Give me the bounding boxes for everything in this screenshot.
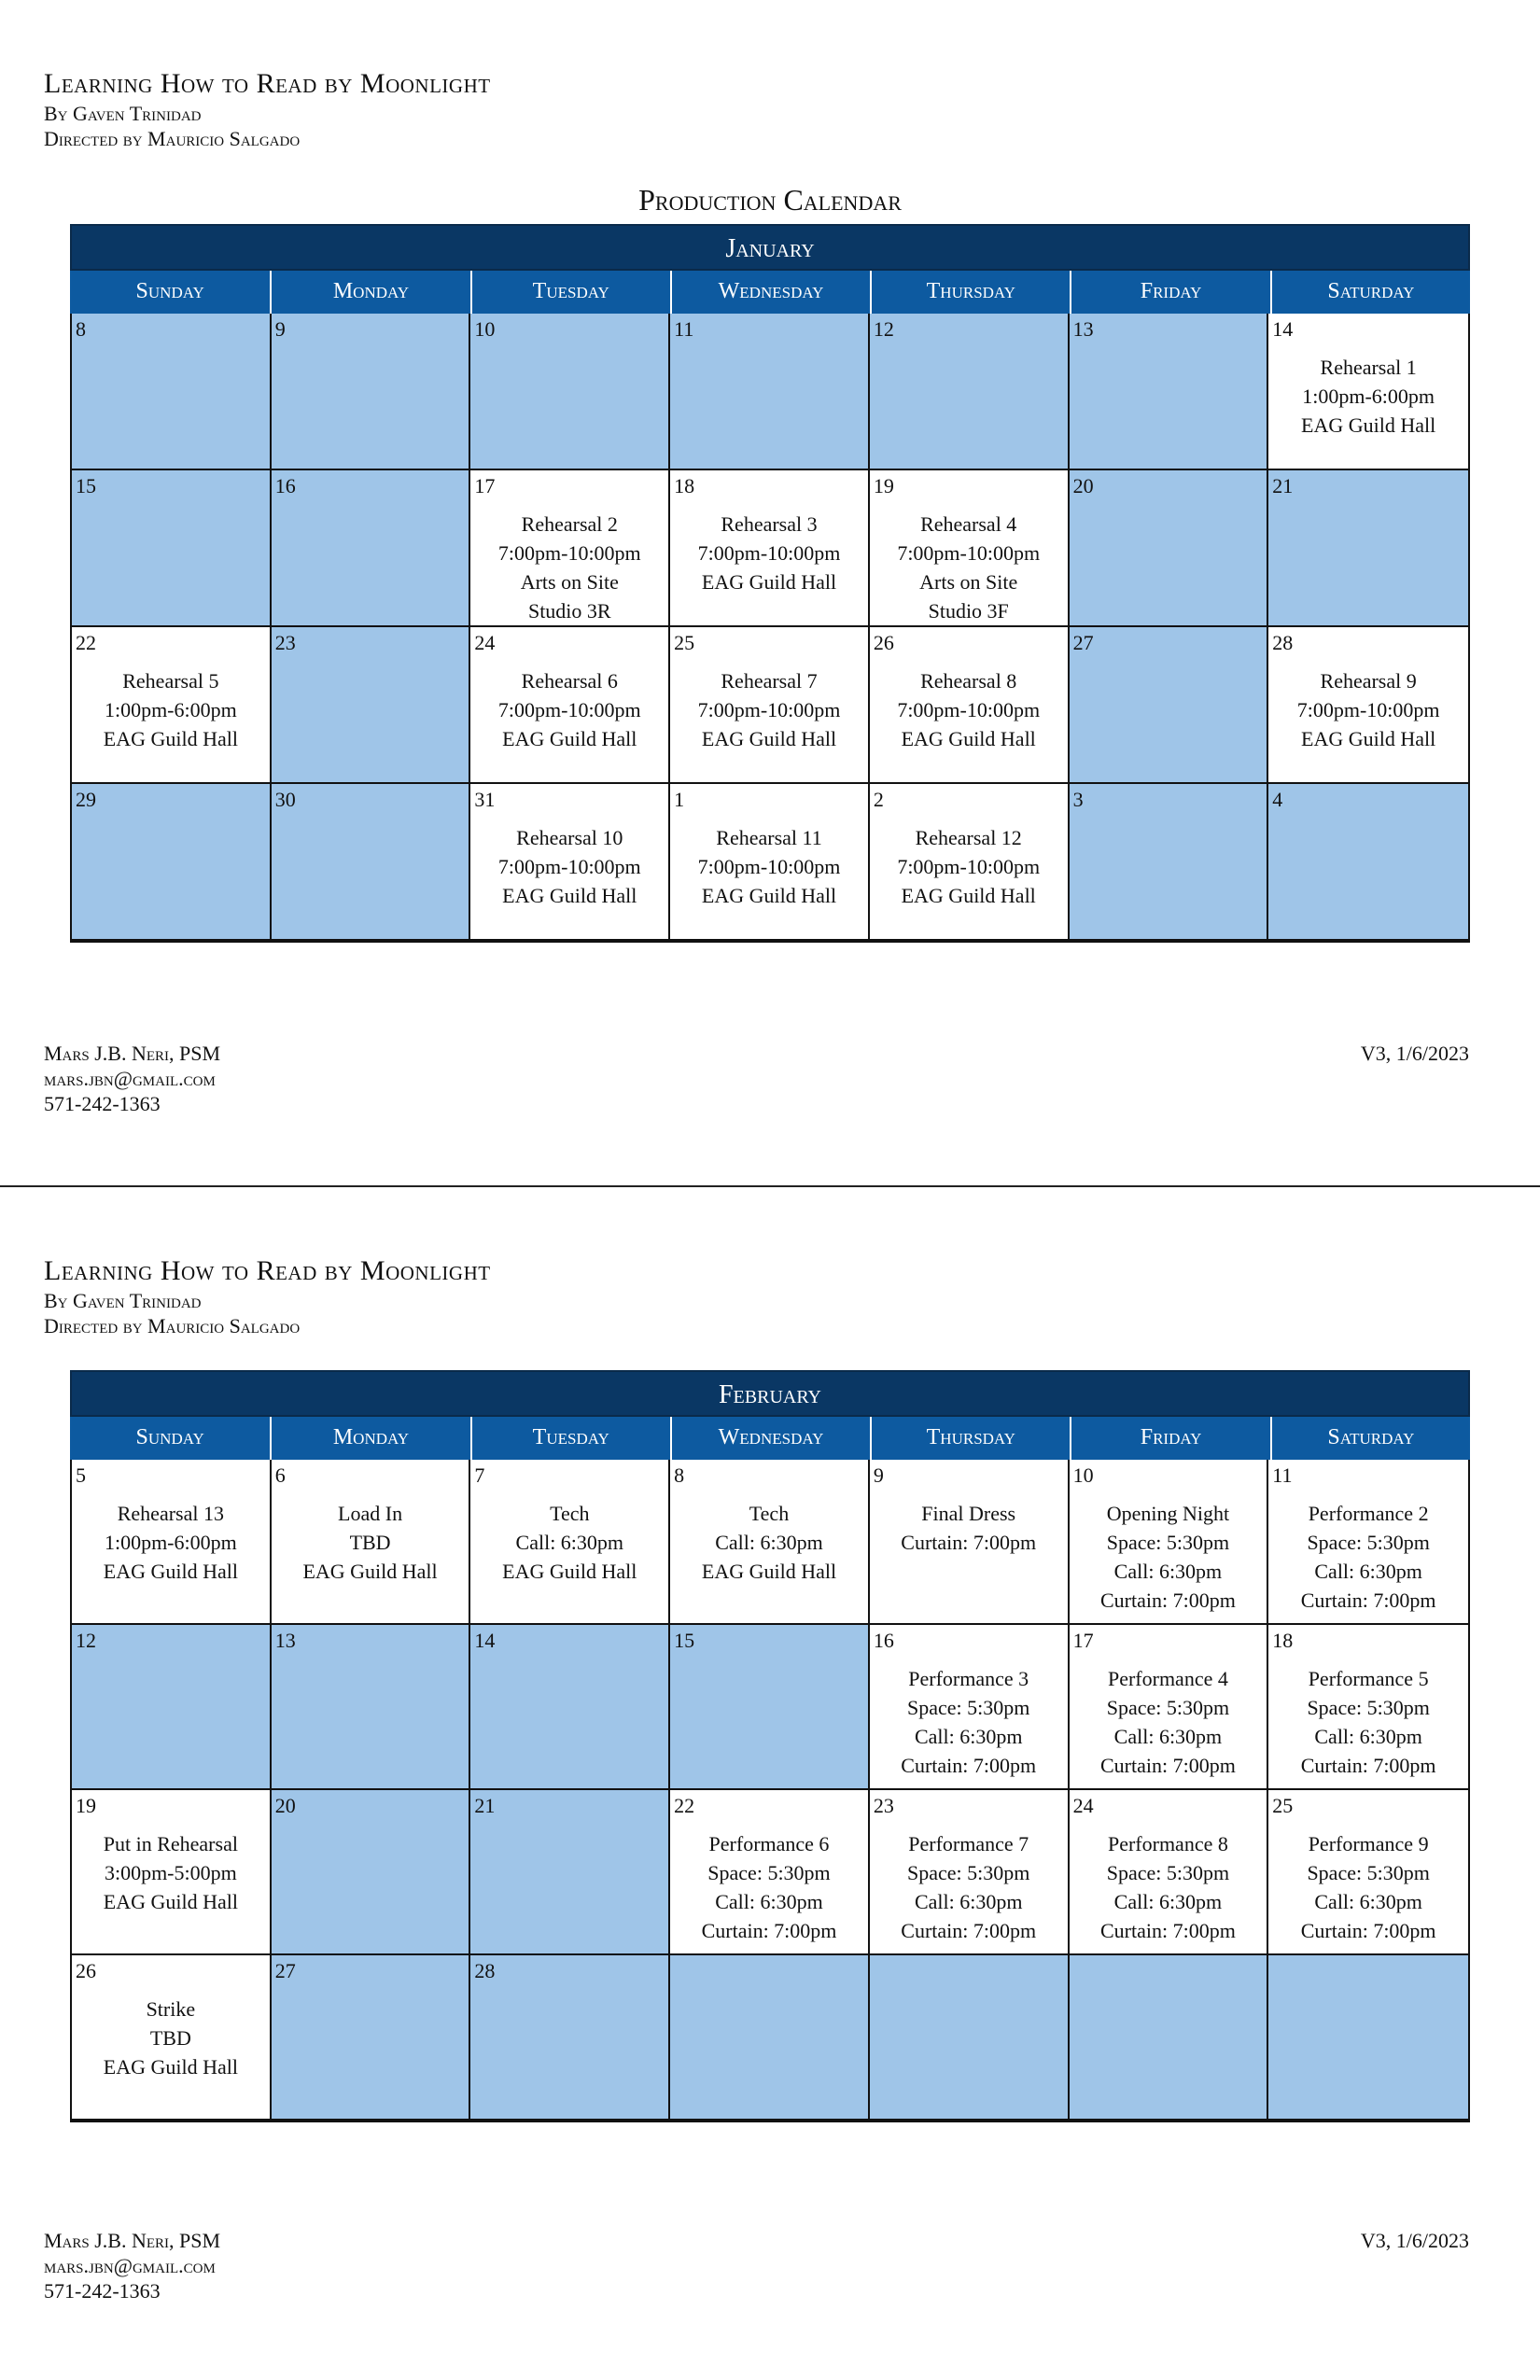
event-line: Curtain: 7:00pm (901, 1754, 1037, 1777)
day-number: 28 (474, 1959, 496, 1982)
event-line: EAG Guild Hall (701, 884, 837, 907)
day-number: 8 (76, 317, 86, 341)
day-cell (72, 627, 272, 784)
day-number: 20 (1072, 474, 1094, 497)
january-calendar (70, 224, 1470, 943)
event-line: Space: 5:30pm (1307, 1531, 1430, 1554)
event-line: 1:00pm-6:00pm (1302, 385, 1435, 408)
event-line: EAG Guild Hall (502, 1560, 637, 1583)
day-number: 17 (1072, 1629, 1094, 1652)
calendar-title: Production Calendar (638, 183, 902, 217)
event-line: Curtain: 7:00pm (1100, 1919, 1236, 1942)
event-line: Rehearsal 2 (521, 512, 618, 536)
event-line: Call: 6:30pm (1314, 1560, 1422, 1583)
event-line: Rehearsal 10 (516, 826, 623, 849)
event-line: Call: 6:30pm (1314, 1890, 1422, 1913)
day-cell (272, 1955, 471, 2121)
event-details (1070, 1499, 1267, 1615)
weekday-saturday: Saturday (1270, 1417, 1470, 1460)
day-cell (72, 314, 272, 470)
event-line: EAG Guild Hall (1301, 727, 1436, 750)
day-cell (272, 1790, 471, 1955)
day-cell (1268, 470, 1468, 627)
day-cell (1070, 1625, 1269, 1790)
event-line: Rehearsal 12 (915, 826, 1022, 849)
day-cell (272, 1460, 471, 1625)
footer-contact (44, 2228, 220, 2303)
event-line: Rehearsal 1 (1320, 356, 1417, 379)
day-number: 19 (76, 1794, 96, 1817)
footer-email: mars.jbn@gmail.com (44, 2254, 216, 2277)
event-line: Rehearsal 3 (721, 512, 818, 536)
day-cell (870, 1790, 1070, 1955)
weekday-tuesday: Tuesday (470, 1417, 670, 1460)
weekday-header-row (70, 271, 1470, 314)
day-number: 12 (873, 317, 894, 341)
show-title: Learning How to Read by Moonlight (44, 1255, 491, 1286)
day-number: 1 (674, 788, 685, 811)
day-grid (70, 1460, 1470, 2122)
event-line: Performance 7 (908, 1832, 1029, 1855)
event-line: Studio 3R (527, 599, 611, 623)
event-details (870, 823, 1068, 910)
day-cell (470, 1460, 670, 1625)
event-line: EAG Guild Hall (103, 1560, 238, 1583)
event-line: Performance 9 (1308, 1832, 1429, 1855)
day-number: 23 (873, 1794, 894, 1817)
day-cell (870, 1955, 1070, 2121)
day-number: 20 (274, 1794, 296, 1817)
footer-contact (44, 1041, 220, 1116)
event-line: Performance 3 (908, 1667, 1029, 1690)
day-cell (1268, 1625, 1468, 1790)
event-line: Call: 6:30pm (914, 1890, 1023, 1913)
event-line: 7:00pm-10:00pm (497, 698, 641, 721)
event-line: Rehearsal 11 (716, 826, 822, 849)
event-line: 1:00pm-6:00pm (104, 698, 237, 721)
day-number: 25 (1272, 1794, 1294, 1817)
event-line: EAG Guild Hall (502, 727, 637, 750)
event-line: Studio 3F (928, 599, 1009, 623)
day-number: 7 (474, 1463, 485, 1487)
day-number: 14 (1272, 317, 1294, 341)
day-cell (1268, 1790, 1468, 1955)
day-number: 18 (1272, 1629, 1294, 1652)
page-february (0, 1187, 1540, 2373)
event-line: Call: 6:30pm (715, 1531, 823, 1554)
day-cell (470, 470, 670, 627)
event-line: Strike (146, 1997, 196, 2021)
day-cell (272, 314, 471, 470)
show-title: Learning How to Read by Moonlight (44, 68, 491, 99)
day-cell (470, 314, 670, 470)
event-details (670, 1829, 868, 1945)
day-cell (670, 1625, 870, 1790)
day-cell (1268, 1955, 1468, 2121)
event-line: 7:00pm-10:00pm (697, 541, 841, 565)
event-line: 7:00pm-10:00pm (897, 855, 1041, 878)
event-line: EAG Guild Hall (701, 727, 837, 750)
weekday-friday: Friday (1070, 1417, 1269, 1460)
event-line: TBD (149, 2026, 191, 2050)
day-number: 2 (873, 788, 884, 811)
event-line: Performance 2 (1308, 1502, 1429, 1525)
day-number: 21 (474, 1794, 496, 1817)
event-details (670, 1499, 868, 1586)
february-calendar (70, 1370, 1470, 2122)
event-details (470, 823, 668, 910)
event-line: Space: 5:30pm (907, 1696, 1030, 1719)
event-line: EAG Guild Hall (901, 884, 1036, 907)
event-line: Tech (550, 1502, 590, 1525)
event-details (1268, 353, 1468, 440)
event-details (72, 1829, 270, 1916)
day-number: 12 (76, 1629, 96, 1652)
event-details (870, 1829, 1068, 1945)
event-details (870, 510, 1068, 625)
day-cell (72, 1955, 272, 2121)
day-cell (1070, 627, 1269, 784)
event-line: Arts on Site (919, 570, 1018, 594)
day-cell (72, 1625, 272, 1790)
event-line: Performance 5 (1308, 1667, 1429, 1690)
author-line: By Gaven Trinidad (44, 102, 202, 125)
page-header (44, 1254, 491, 1338)
event-details (670, 510, 868, 596)
event-line: Call: 6:30pm (1113, 1725, 1223, 1748)
event-details (670, 823, 868, 910)
event-line: EAG Guild Hall (701, 1560, 837, 1583)
event-line: TBD (349, 1531, 391, 1554)
day-number: 4 (1272, 788, 1283, 811)
author-line: By Gaven Trinidad (44, 1289, 202, 1312)
day-number: 14 (474, 1629, 496, 1652)
event-details (1268, 1664, 1468, 1780)
day-number: 21 (1272, 474, 1294, 497)
day-cell (470, 784, 670, 941)
event-line: EAG Guild Hall (302, 1560, 438, 1583)
event-line: Curtain: 7:00pm (901, 1531, 1037, 1554)
day-cell (1268, 1460, 1468, 1625)
event-line: EAG Guild Hall (103, 727, 238, 750)
event-line: Space: 5:30pm (1106, 1861, 1230, 1884)
event-details (72, 1995, 270, 2081)
event-line: 1:00pm-6:00pm (104, 1531, 237, 1554)
event-details (1268, 1499, 1468, 1615)
day-number: 9 (274, 317, 286, 341)
day-cell (870, 1460, 1070, 1625)
day-cell (272, 1625, 471, 1790)
event-line: Curtain: 7:00pm (1300, 1589, 1436, 1612)
event-details (870, 666, 1068, 753)
event-line: Space: 5:30pm (1307, 1861, 1430, 1884)
day-cell (670, 314, 870, 470)
event-line: Performance 6 (708, 1832, 830, 1855)
day-number: 24 (1072, 1794, 1094, 1817)
event-line: 7:00pm-10:00pm (497, 855, 641, 878)
day-cell (1070, 314, 1269, 470)
day-cell (470, 1790, 670, 1955)
weekday-monday: Monday (270, 271, 469, 314)
event-details (470, 1499, 668, 1586)
event-line: 7:00pm-10:00pm (697, 698, 841, 721)
day-number: 8 (674, 1463, 685, 1487)
day-number: 31 (474, 788, 496, 811)
event-line: Space: 5:30pm (707, 1861, 831, 1884)
page-january (0, 0, 1540, 1185)
month-name: January (70, 224, 1470, 271)
event-details (1070, 1664, 1267, 1780)
event-details (470, 666, 668, 753)
event-line: Curtain: 7:00pm (1100, 1589, 1236, 1612)
day-cell (870, 627, 1070, 784)
day-number: 16 (873, 1629, 894, 1652)
day-cell (870, 470, 1070, 627)
day-cell (470, 1955, 670, 2121)
day-cell (670, 784, 870, 941)
footer-email: mars.jbn@gmail.com (44, 1067, 216, 1090)
event-line: 7:00pm-10:00pm (697, 855, 841, 878)
event-line: EAG Guild Hall (502, 884, 637, 907)
day-cell (1070, 1460, 1269, 1625)
day-number: 27 (1072, 631, 1094, 654)
weekday-wednesday: Wednesday (670, 1417, 870, 1460)
footer-version: V3, 1/6/2023 (1360, 1042, 1469, 1065)
event-line: Space: 5:30pm (907, 1861, 1030, 1884)
day-cell (72, 1790, 272, 1955)
day-number: 19 (873, 474, 894, 497)
event-line: Final Dress (921, 1502, 1016, 1525)
day-number: 18 (674, 474, 695, 497)
day-number: 27 (274, 1959, 296, 1982)
day-cell (272, 470, 471, 627)
event-line: Rehearsal 6 (521, 669, 618, 693)
event-line: Put in Rehearsal (103, 1832, 238, 1855)
day-cell (1268, 784, 1468, 941)
event-line: Curtain: 7:00pm (901, 1919, 1037, 1942)
footer-name: Mars J.B. Neri, PSM (44, 1042, 221, 1065)
day-number: 15 (674, 1629, 695, 1652)
event-line: 7:00pm-10:00pm (497, 541, 641, 565)
day-number: 24 (474, 631, 496, 654)
day-number: 10 (474, 317, 496, 341)
event-line: Rehearsal 13 (117, 1502, 224, 1525)
event-line: Call: 6:30pm (1113, 1890, 1223, 1913)
day-cell (72, 470, 272, 627)
day-cell (870, 784, 1070, 941)
day-number: 5 (76, 1463, 86, 1487)
day-grid (70, 314, 1470, 943)
weekday-wednesday: Wednesday (670, 271, 870, 314)
day-cell (1268, 314, 1468, 470)
day-number: 22 (76, 631, 96, 654)
event-details (72, 666, 270, 753)
event-line: EAG Guild Hall (701, 570, 837, 594)
day-cell (670, 1955, 870, 2121)
event-details (272, 1499, 469, 1586)
event-line: Rehearsal 8 (920, 669, 1017, 693)
footer-phone: 571-242-1363 (44, 2279, 161, 2303)
event-line: Arts on Site (520, 570, 619, 594)
event-line: Space: 5:30pm (1307, 1696, 1430, 1719)
footer-phone: 571-242-1363 (44, 1092, 161, 1115)
day-number: 10 (1072, 1463, 1094, 1487)
weekday-monday: Monday (270, 1417, 469, 1460)
event-line: Space: 5:30pm (1106, 1696, 1230, 1719)
month-name: February (70, 1370, 1470, 1417)
day-number: 28 (1272, 631, 1294, 654)
event-details (1268, 666, 1468, 753)
day-cell (670, 1460, 870, 1625)
day-number: 26 (873, 631, 894, 654)
event-line: Rehearsal 4 (920, 512, 1017, 536)
weekday-thursday: Thursday (870, 1417, 1070, 1460)
weekday-header-row (70, 1417, 1470, 1460)
weekday-friday: Friday (1070, 271, 1269, 314)
day-number: 30 (274, 788, 296, 811)
day-number: 11 (1272, 1463, 1293, 1487)
event-line: EAG Guild Hall (103, 1890, 238, 1913)
event-line: Space: 5:30pm (1106, 1531, 1230, 1554)
day-number: 17 (474, 474, 496, 497)
day-number: 26 (76, 1959, 96, 1982)
day-number: 9 (873, 1463, 884, 1487)
day-cell (72, 784, 272, 941)
day-number: 16 (274, 474, 296, 497)
event-line: Opening Night (1106, 1502, 1230, 1525)
day-number: 13 (1072, 317, 1094, 341)
day-cell (272, 784, 471, 941)
event-line: EAG Guild Hall (103, 2055, 238, 2079)
day-number: 3 (1072, 788, 1084, 811)
weekday-tuesday: Tuesday (470, 271, 670, 314)
day-cell (1070, 1955, 1269, 2121)
event-details (1070, 1829, 1267, 1945)
event-line: EAG Guild Hall (1301, 413, 1436, 437)
day-cell (670, 1790, 870, 1955)
day-cell (1070, 470, 1269, 627)
day-number: 11 (674, 317, 694, 341)
weekday-sunday: Sunday (70, 271, 270, 314)
day-cell (470, 627, 670, 784)
day-cell (670, 470, 870, 627)
event-line: Curtain: 7:00pm (1100, 1754, 1236, 1777)
event-line: Rehearsal 7 (721, 669, 818, 693)
event-line: 7:00pm-10:00pm (897, 541, 1041, 565)
event-details (72, 1499, 270, 1586)
weekday-thursday: Thursday (870, 271, 1070, 314)
day-cell (1070, 1790, 1269, 1955)
event-details (870, 1664, 1068, 1780)
day-number: 15 (76, 474, 96, 497)
event-line: Call: 6:30pm (1314, 1725, 1422, 1748)
weekday-sunday: Sunday (70, 1417, 270, 1460)
event-line: Tech (749, 1502, 790, 1525)
event-line: EAG Guild Hall (901, 727, 1036, 750)
event-line: Curtain: 7:00pm (1300, 1754, 1436, 1777)
event-line: Call: 6:30pm (715, 1890, 823, 1913)
day-cell (470, 1625, 670, 1790)
event-details (470, 510, 668, 625)
event-line: Curtain: 7:00pm (701, 1919, 837, 1942)
event-line: 7:00pm-10:00pm (897, 698, 1041, 721)
footer-name: Mars J.B. Neri, PSM (44, 2229, 221, 2252)
day-cell (870, 1625, 1070, 1790)
event-line: Rehearsal 5 (122, 669, 219, 693)
event-line: Performance 8 (1107, 1832, 1228, 1855)
event-details (870, 1499, 1068, 1557)
event-details (670, 666, 868, 753)
event-line: Call: 6:30pm (914, 1725, 1023, 1748)
event-line: Call: 6:30pm (1113, 1560, 1223, 1583)
event-details (1268, 1829, 1468, 1945)
director-line: Directed by Mauricio Salgado (44, 1314, 301, 1337)
director-line: Directed by Mauricio Salgado (44, 127, 301, 150)
event-line: 7:00pm-10:00pm (1296, 698, 1440, 721)
footer-version: V3, 1/6/2023 (1360, 2229, 1469, 2252)
day-cell (670, 627, 870, 784)
day-cell (870, 314, 1070, 470)
day-cell (1268, 627, 1468, 784)
day-cell (1070, 784, 1269, 941)
event-line: Performance 4 (1107, 1667, 1228, 1690)
event-line: Curtain: 7:00pm (1300, 1919, 1436, 1942)
day-number: 25 (674, 631, 695, 654)
event-line: Call: 6:30pm (515, 1531, 624, 1554)
day-number: 6 (274, 1463, 286, 1487)
event-line: 3:00pm-5:00pm (104, 1861, 237, 1884)
day-number: 23 (274, 631, 296, 654)
day-number: 29 (76, 788, 96, 811)
page-header (44, 67, 491, 151)
day-cell (72, 1460, 272, 1625)
day-cell (272, 627, 471, 784)
day-number: 13 (274, 1629, 296, 1652)
weekday-saturday: Saturday (1270, 271, 1470, 314)
event-line: Load In (338, 1502, 403, 1525)
day-number: 22 (674, 1794, 695, 1817)
event-line: Rehearsal 9 (1320, 669, 1417, 693)
